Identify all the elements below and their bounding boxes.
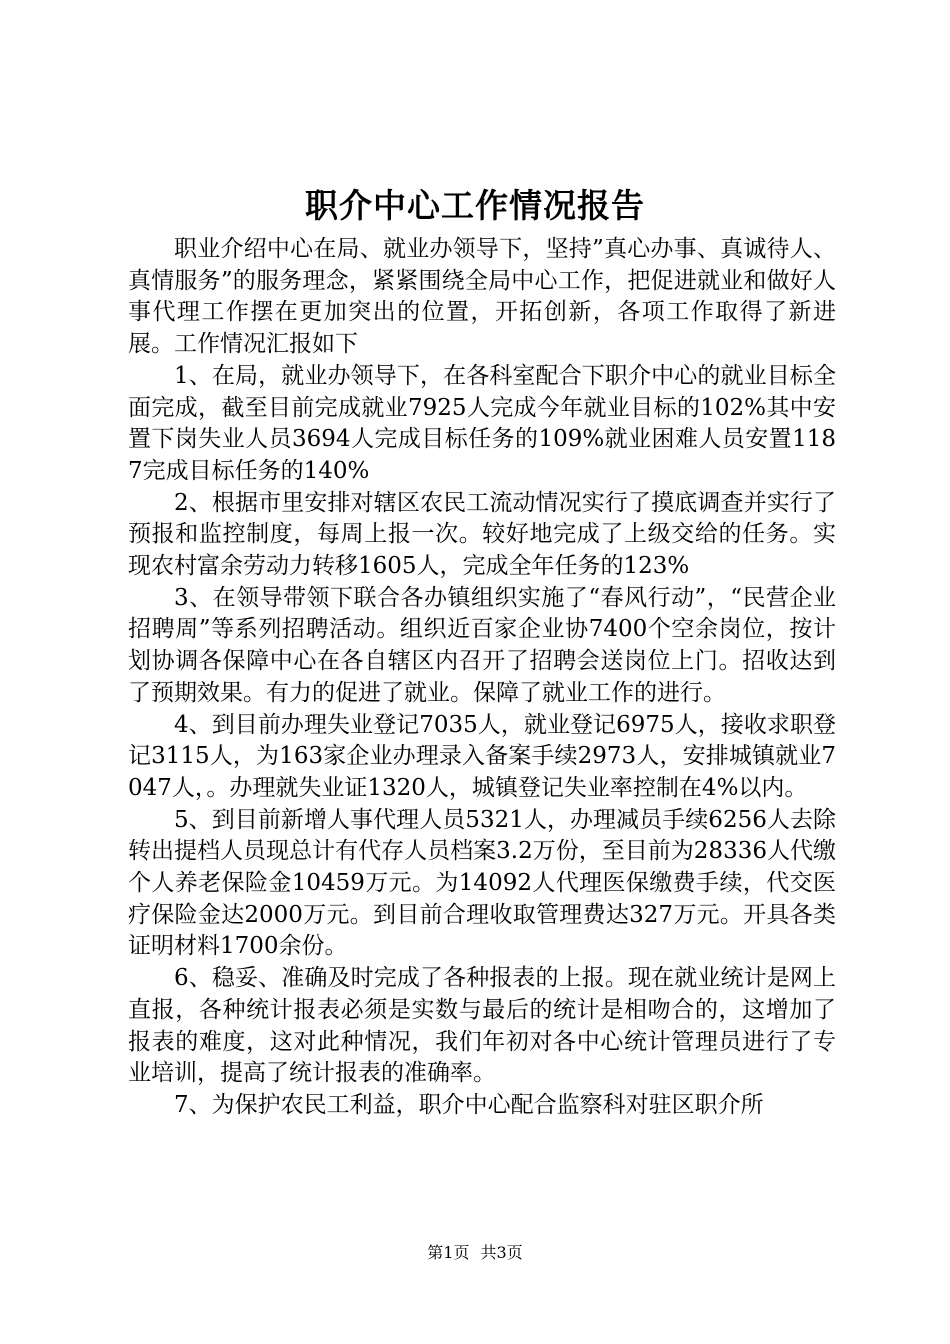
document-title: 职介中心工作情况报告	[305, 186, 645, 225]
document-body	[128, 234, 836, 1122]
page-number: 第1页	[427, 1243, 470, 1262]
paragraph-item-3: 3、在领导带领下联合各办镇组织实施了“春风行动”，“民营企业招聘周”等系列招聘活动。组织近百家企业协7400个空余岗位，按计划协调各保障中心在各自辖区内召开了招聘会送岗位上门。招收达到了预期效果。有力的促进了就业。保障了就业工作的进行。	[128, 584, 836, 706]
paragraph-intro: 职业介绍中心在局、就业办领导下，坚持”真心办事、真诚待人、真情服务”的服务理念，紧紧围绕全局中心工作，把促进就业和做好人事代理工作摆在更加突出的位置，开拓创新，各项工作取得了新进展。工作情况汇报如下	[128, 236, 836, 358]
paragraph-item-5: 5、到目前新增人事代理人员5321人，办理减员手续6256人去除转出提档人员现总计有代存人员档案3.2万份，至目前为28336人代缴个人养老保险金10459万元。为14092人代理医保缴费手续，代交医疗保险金达2000万元。到目前合理收取管理费达327万元。开具各类证明材料1700余份。	[128, 806, 836, 960]
paragraph-item-1: 1、在局，就业办领导下，在各科室配合下职介中心的就业目标全面完成，截至目前完成就业7925人完成今年就业目标的102%其中安置下岗失业人员3694人完成目标任务的109%就业困难人员安置1187完成目标任务的140%	[128, 362, 836, 484]
page-total: 共3页	[480, 1243, 523, 1262]
paragraph-item-4: 4、到目前办理失业登记7035人，就业登记6975人，接收求职登记3115人，为163家企业办理录入备案手续2973人，安排城镇就业7047人，。办理就失业证1320人，城镇登记失业率控制在4%以内。	[128, 711, 836, 801]
paragraph-item-6: 6、稳妥、准确及时完成了各种报表的上报。现在就业统计是网上直报，各种统计报表必须是实数与最后的统计是相吻合的，这增加了报表的难度，这对此种情况，我们年初对各中心统计管理员进行了专业培训，提高了统计报表的准确率。	[128, 965, 836, 1087]
paragraph-item-2: 2、根据市里安排对辖区农民工流动情况实行了摸底调查并实行了预报和监控制度，每周上报一次。较好地完成了上级交给的任务。实现农村富余劳动力转移1605人，完成全年任务的123%	[128, 489, 836, 580]
page-footer	[0, 1242, 950, 1264]
paragraph-item-7: 7、为保护农民工利益，职介中心配合监察科对驻区职介所	[174, 1091, 764, 1118]
